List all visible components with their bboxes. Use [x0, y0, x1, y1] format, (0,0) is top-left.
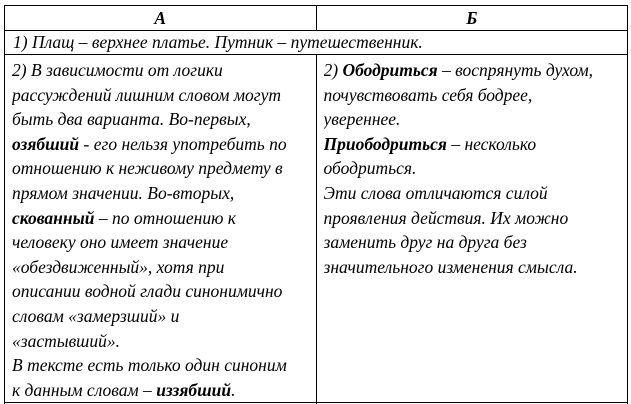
text-line: проявления действия. Их можно — [323, 207, 569, 228]
text-line: заменить друг на друга без — [323, 232, 527, 253]
text-line: ободриться. — [323, 158, 417, 179]
text-line: прямом значении. Во-вторых, — [12, 182, 235, 203]
text-line: почувствовать себя бодрее, — [323, 84, 533, 105]
comparison-table — [4, 5, 628, 404]
text-line: озябший - его нельзя употребить по — [12, 133, 287, 154]
definition-row — [5, 31, 628, 55]
text-line: быть два варианта. Во-первых, — [12, 109, 251, 130]
text-line: скованный – по отношению к — [12, 207, 236, 228]
text-line: увереннее. — [323, 109, 401, 130]
text-line: отношению к неживому предмету в — [12, 158, 283, 179]
table-header-row — [5, 6, 628, 31]
definition-cell: 1) Плащ – верхнее платье. Путник – путешественник. — [5, 31, 628, 55]
text-line: «обездвиженный», хотя при — [12, 256, 225, 277]
header-cell-b: Б — [316, 6, 628, 31]
text-line: словам «замерзший» и — [12, 305, 180, 326]
text-line: Приободриться – несколько — [323, 133, 537, 154]
text-line: к данным словам – иззябший. — [12, 379, 236, 400]
text-line: 2) Ободриться – воспрянуть духом, — [323, 60, 594, 80]
text-line: описании водной глади синонимично — [12, 281, 283, 302]
header-cell-a: А — [5, 6, 317, 31]
analysis-row — [5, 55, 628, 403]
text-line: человеку оно имеет значение — [12, 232, 229, 253]
text-line: Эти слова отличаются силой — [323, 182, 548, 203]
text-line: В тексте есть только один синоним — [12, 355, 287, 376]
analysis-cell-b — [316, 55, 628, 403]
text-line: значительного изменения смысла. — [323, 256, 578, 277]
analysis-cell-a — [5, 55, 317, 403]
text-line: рассуждений лишним словом могут — [12, 84, 281, 105]
text-line: «застывший». — [12, 330, 121, 351]
text-line: 2) В зависимости от логики — [12, 60, 223, 80]
